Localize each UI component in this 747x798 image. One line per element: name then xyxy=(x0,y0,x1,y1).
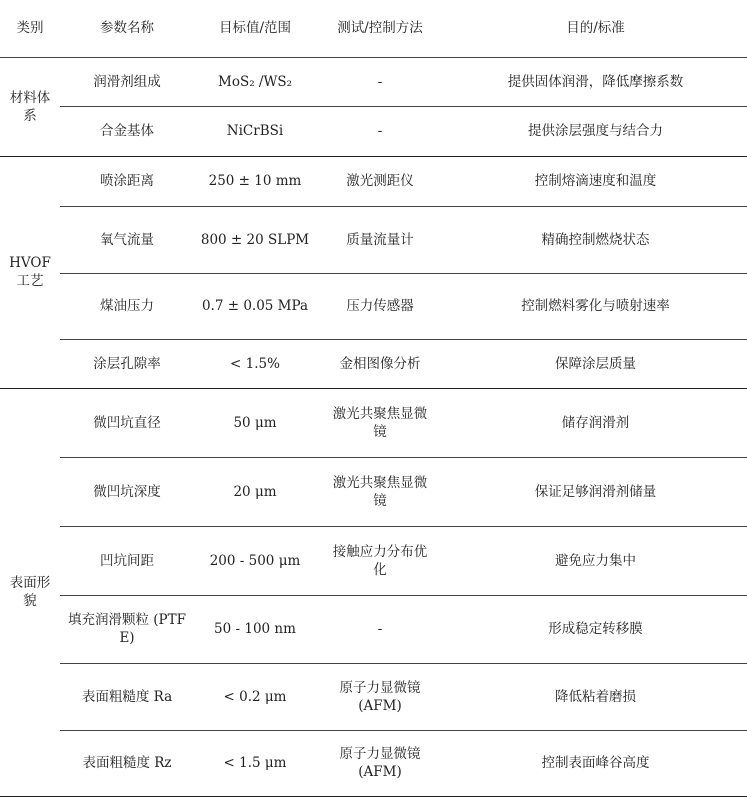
method-cell: 激光共聚焦显微镜 xyxy=(316,457,444,526)
purpose-cell: 储存润滑剂 xyxy=(444,388,747,457)
table-row xyxy=(0,106,747,156)
header-method: 测试/控制方法 xyxy=(316,0,444,57)
table-row xyxy=(0,388,747,457)
header-purpose: 目的/标准 xyxy=(444,0,747,57)
purpose-cell: 精确控制燃烧状态 xyxy=(444,206,747,273)
param-cell: 氧气流量 xyxy=(60,206,194,273)
purpose-cell: 控制表面峰谷高度 xyxy=(444,730,747,796)
purpose-cell: 控制熔滴速度和温度 xyxy=(444,156,747,206)
target-cell: < 1.5 μm xyxy=(194,730,316,796)
param-cell: 填充润滑颗粒 (PTFE) xyxy=(60,595,194,663)
target-cell: < 1.5% xyxy=(194,339,316,388)
purpose-cell: 控制燃料雾化与喷射速率 xyxy=(444,273,747,339)
header-param: 参数名称 xyxy=(60,0,194,57)
method-cell: - xyxy=(316,106,444,156)
method-cell: 激光测距仪 xyxy=(316,156,444,206)
target-cell: < 0.2 μm xyxy=(194,663,316,730)
target-cell: NiCrBSi xyxy=(194,106,316,156)
param-cell: 煤油压力 xyxy=(60,273,194,339)
method-cell: 压力传感器 xyxy=(316,273,444,339)
target-cell: MoS₂ /WS₂ xyxy=(194,57,316,106)
header-target: 目标值/范围 xyxy=(194,0,316,57)
table-row xyxy=(0,663,747,730)
param-cell: 喷涂距离 xyxy=(60,156,194,206)
table-body xyxy=(0,57,747,796)
table-row xyxy=(0,57,747,106)
purpose-cell: 提供涂层强度与结合力 xyxy=(444,106,747,156)
target-cell: 250 ± 10 mm xyxy=(194,156,316,206)
table-row xyxy=(0,730,747,796)
method-cell: - xyxy=(316,595,444,663)
param-cell: 表面粗糙度 Rz xyxy=(60,730,194,796)
category-cell: 材料体系 xyxy=(0,57,60,156)
param-cell: 涂层孔隙率 xyxy=(60,339,194,388)
header-row xyxy=(0,0,747,57)
target-cell: 20 μm xyxy=(194,457,316,526)
target-cell: 200 - 500 μm xyxy=(194,526,316,595)
table-header xyxy=(0,0,747,57)
method-cell: 原子力显微镜 (AFM) xyxy=(316,730,444,796)
purpose-cell: 形成稳定转移膜 xyxy=(444,595,747,663)
category-cell: HVOF工艺 xyxy=(0,156,60,388)
purpose-cell: 提供固体润滑，降低摩擦系数 xyxy=(444,57,747,106)
header-category: 类别 xyxy=(0,0,60,57)
table-row xyxy=(0,595,747,663)
category-cell: 表面形貌 xyxy=(0,388,60,796)
param-cell: 表面粗糙度 Ra xyxy=(60,663,194,730)
target-cell: 0.7 ± 0.05 MPa xyxy=(194,273,316,339)
method-cell: 接触应力分布优化 xyxy=(316,526,444,595)
table-row xyxy=(0,156,747,206)
param-cell: 微凹坑直径 xyxy=(60,388,194,457)
purpose-cell: 降低粘着磨损 xyxy=(444,663,747,730)
table-row xyxy=(0,339,747,388)
target-cell: 50 μm xyxy=(194,388,316,457)
method-cell: 金相图像分析 xyxy=(316,339,444,388)
purpose-cell: 保证足够润滑剂储量 xyxy=(444,457,747,526)
target-cell: 50 - 100 nm xyxy=(194,595,316,663)
method-cell: - xyxy=(316,57,444,106)
target-cell: 800 ± 20 SLPM xyxy=(194,206,316,273)
table-row xyxy=(0,206,747,273)
method-cell: 原子力显微镜 (AFM) xyxy=(316,663,444,730)
purpose-cell: 保障涂层质量 xyxy=(444,339,747,388)
param-cell: 润滑剂组成 xyxy=(60,57,194,106)
table-row xyxy=(0,273,747,339)
purpose-cell: 避免应力集中 xyxy=(444,526,747,595)
param-cell: 凹坑间距 xyxy=(60,526,194,595)
table-row xyxy=(0,526,747,595)
param-cell: 合金基体 xyxy=(60,106,194,156)
param-cell: 微凹坑深度 xyxy=(60,457,194,526)
method-cell: 激光共聚焦显微镜 xyxy=(316,388,444,457)
method-cell: 质量流量计 xyxy=(316,206,444,273)
table-row xyxy=(0,457,747,526)
